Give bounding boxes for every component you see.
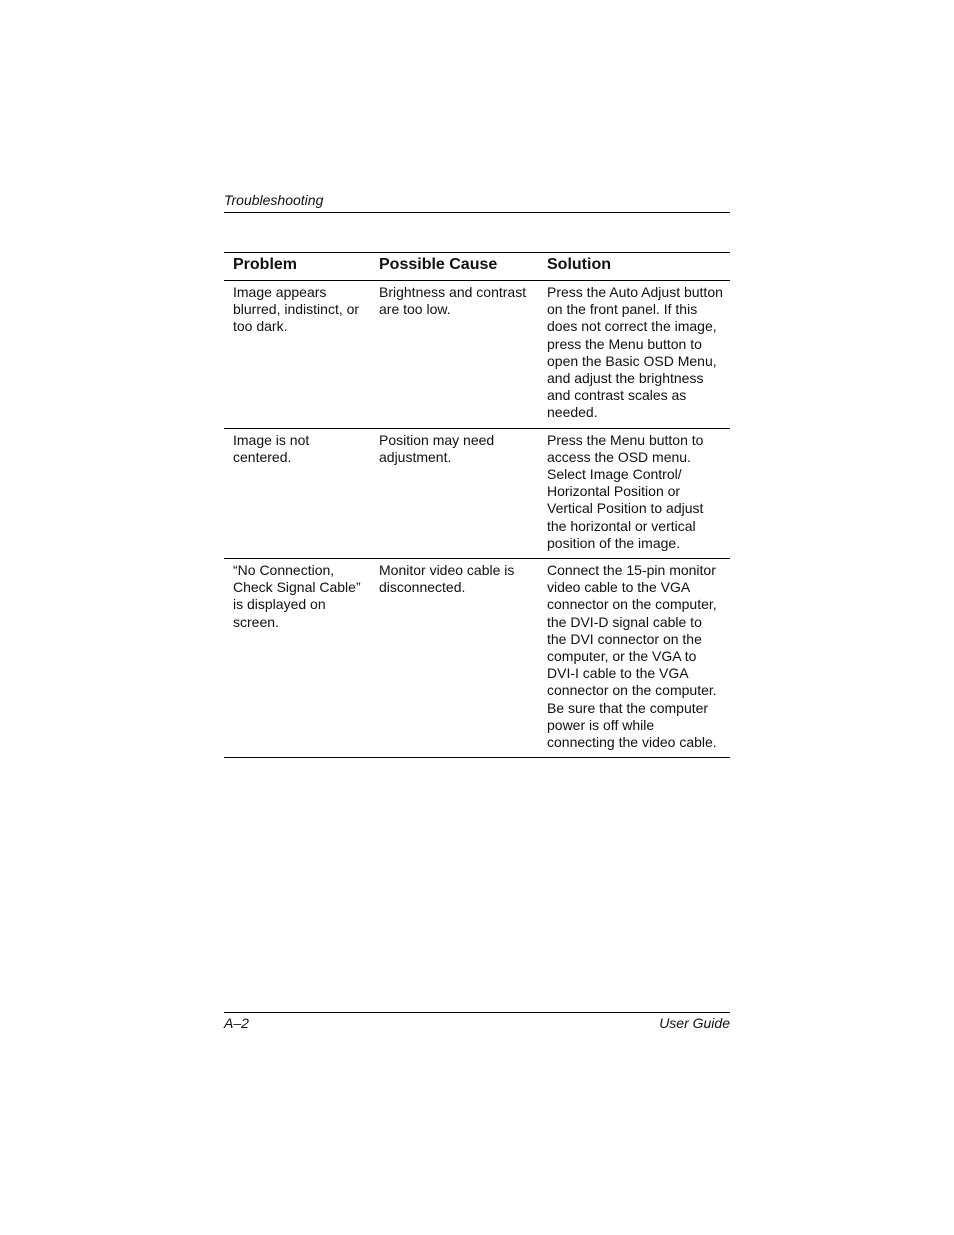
troubleshooting-table — [224, 252, 730, 758]
table-header-row — [224, 253, 730, 281]
solution-cell: Connect the 15-pin monitor video cable to the VGA connector on the computer, the DVI-D signal cable to the DVI connector on the computer, or the VGA to DVI-I cable to the VGA connector on the computer. Be sure that the computer power is off while connecting the video cable. — [547, 562, 717, 751]
table-header — [224, 253, 730, 281]
table-row — [224, 559, 730, 758]
table-row — [224, 428, 730, 558]
solution-cell: Press the Auto Adjust button on the front panel. If this does not correct the image, press the Menu button to open the Basic OSD Menu, and adjust the brightness and contrast scales as needed. — [547, 284, 723, 421]
header-rule — [224, 212, 730, 213]
footer-rule — [224, 1012, 730, 1013]
column-header-possible-cause: Possible Cause — [379, 256, 498, 273]
solution-cell: Press the Menu button to access the OSD menu. Select Image Control/ Horizontal Position or Vertical Position to adjust the horizontal or vertical position of the image. — [547, 431, 704, 551]
cause-cell: Monitor video cable is disconnected. — [379, 562, 515, 596]
column-header-solution: Solution — [547, 256, 611, 273]
problem-cell: “No Connection, Check Signal Cable” is displayed on screen. — [233, 562, 361, 630]
problem-cell: Image appears blurred, indistinct, or too dark. — [233, 284, 360, 335]
problem-cell: Image is not centered. — [233, 431, 310, 465]
table-body — [224, 281, 730, 758]
troubleshooting-table-container — [224, 252, 730, 758]
cause-cell: Position may need adjustment. — [379, 431, 495, 465]
table-row — [224, 281, 730, 429]
cause-cell: Brightness and contrast are too low. — [379, 284, 527, 318]
column-header-problem: Problem — [233, 256, 298, 273]
page-number: A–2 — [224, 1015, 249, 1031]
running-header: Troubleshooting — [224, 192, 324, 208]
document-title: User Guide — [659, 1015, 730, 1031]
